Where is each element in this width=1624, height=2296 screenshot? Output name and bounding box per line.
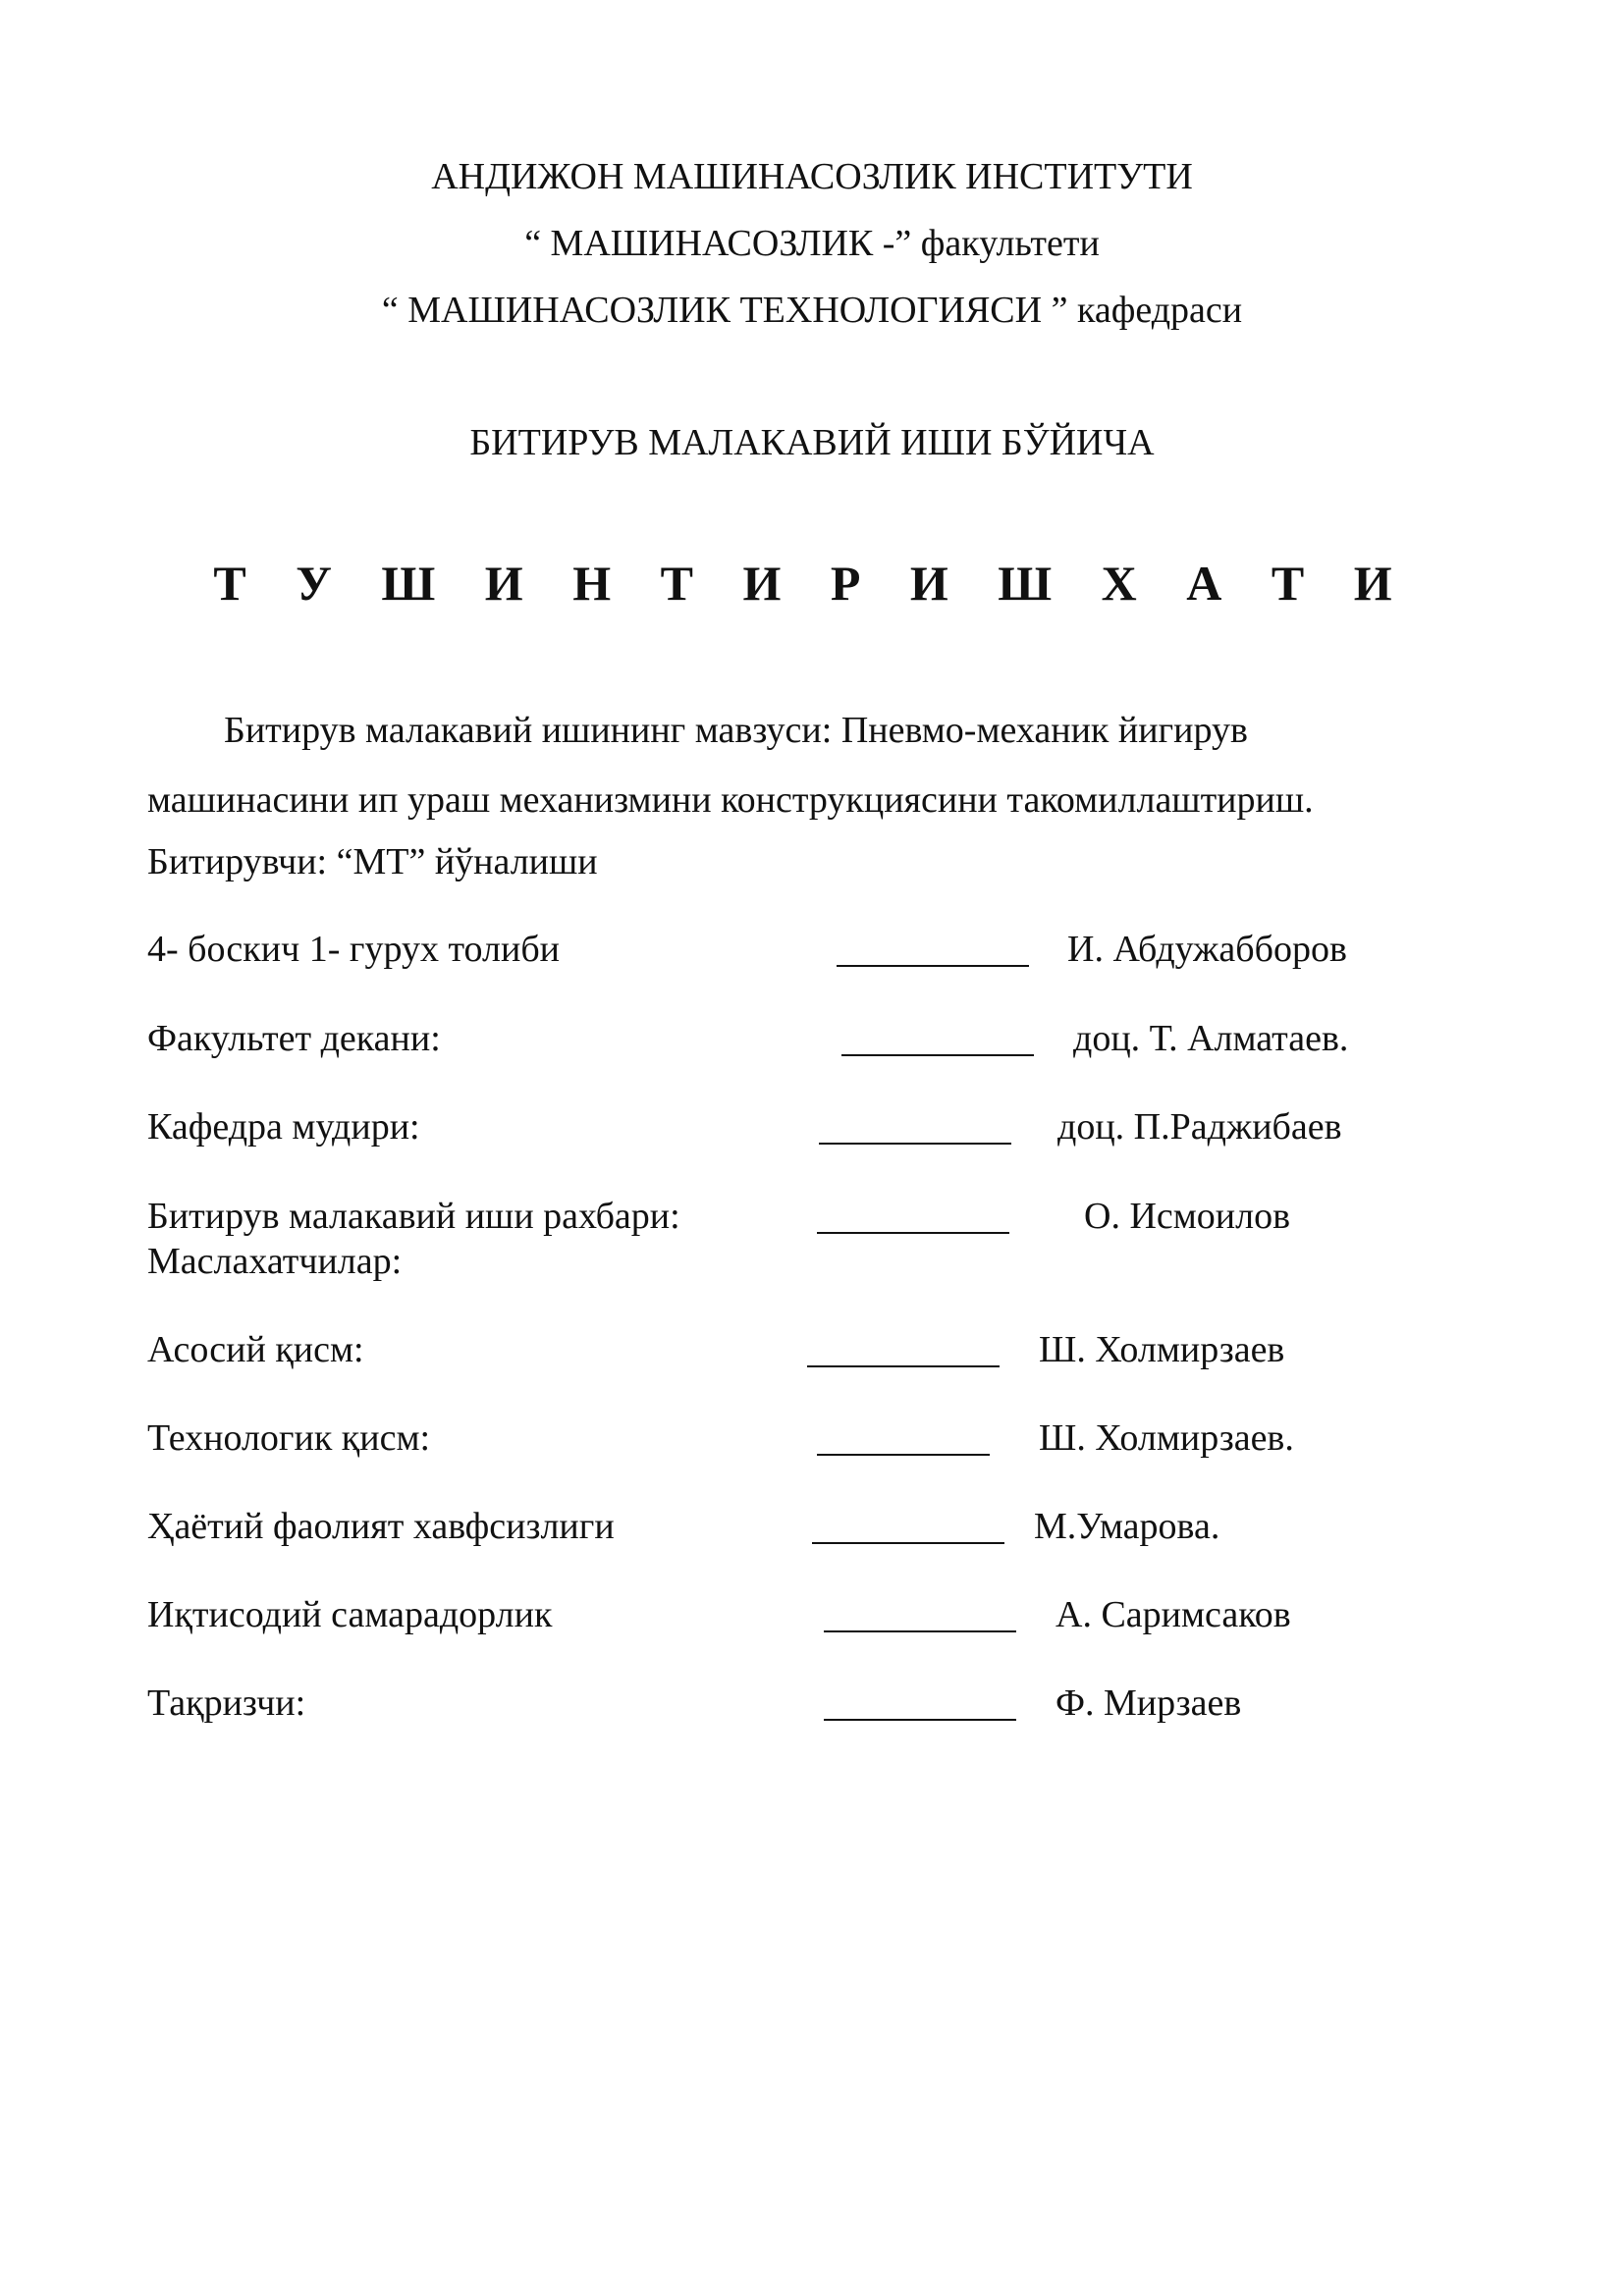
signature-line bbox=[812, 1542, 1004, 1544]
signatory-name: О. Исмоилов bbox=[1084, 1196, 1291, 1237]
signature-line bbox=[817, 1454, 990, 1456]
signatory-name: М.Умарова. bbox=[1034, 1506, 1220, 1547]
topic-line-1: Битирув малакавий ишининг мавзуси: Пневмо-механик йигирув bbox=[224, 710, 1248, 751]
signature-line bbox=[824, 1630, 1016, 1632]
signature-role: Тақризчи: bbox=[147, 1682, 306, 1724]
document-title: Т У Ш И Н Т И Р И Ш Х А Т И bbox=[213, 556, 1411, 611]
signatory-name: доц. Т. Алматаев. bbox=[1073, 1018, 1349, 1059]
signature-role: Асосий қисм: bbox=[147, 1329, 364, 1370]
work-type: БИТИРУВ МАЛАКАВИЙ ИШИ БЎЙИЧА bbox=[469, 422, 1155, 463]
signatory-name: Ш. Холмирзаев bbox=[1039, 1329, 1285, 1370]
signature-line bbox=[817, 1232, 1009, 1234]
department-name: “ МАШИНАСОЗЛИК ТЕХНОЛОГИЯСИ ” кафедраси bbox=[381, 290, 1243, 331]
signature-role: Ҳаётий фаолият хавфсизлиги bbox=[147, 1506, 615, 1547]
signature-line bbox=[819, 1143, 1011, 1145]
institute-name: АНДИЖОН МАШИНАСОЗЛИК ИНСТИТУТИ bbox=[431, 156, 1193, 197]
signature-role: Технологик қисм: bbox=[147, 1417, 431, 1459]
signature-line bbox=[837, 965, 1029, 967]
consultants-label: Маслахатчилар: bbox=[147, 1241, 403, 1282]
topic-line-2: машинасини ип ураш механизмини конструкциясини такомиллаштириш. bbox=[147, 779, 1314, 821]
signatory-name: Ф. Мирзаев bbox=[1056, 1682, 1242, 1724]
signature-role: Битирув малакавий иши рахбари: bbox=[147, 1196, 680, 1237]
signature-role: Кафедра мудири: bbox=[147, 1106, 420, 1148]
faculty-name: “ МАШИНАСОЗЛИК -” факультети bbox=[524, 223, 1100, 264]
graduate-direction: Битирувчи: “МТ” йўналиши bbox=[147, 841, 598, 882]
signatory-name: А. Саримсаков bbox=[1056, 1594, 1291, 1635]
signature-line bbox=[841, 1054, 1034, 1056]
signature-line bbox=[807, 1365, 1000, 1367]
signature-role: Факультет декани: bbox=[147, 1018, 441, 1059]
signature-line bbox=[824, 1719, 1016, 1721]
signature-role: Иқтисодий самарадорлик bbox=[147, 1594, 553, 1635]
signatory-name: Ш. Холмирзаев. bbox=[1039, 1417, 1294, 1459]
signature-role: 4- боскич 1- гурух толиби bbox=[147, 929, 561, 970]
signatory-name: И. Абдужабборов bbox=[1067, 929, 1347, 970]
signatory-name: доц. П.Раджибаев bbox=[1057, 1106, 1342, 1148]
